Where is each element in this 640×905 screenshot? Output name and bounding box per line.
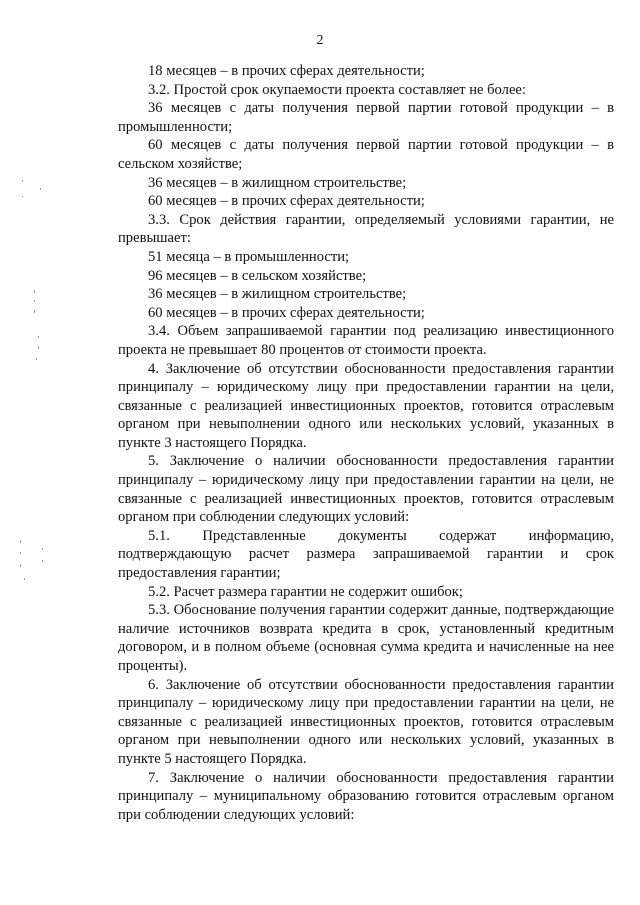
- paragraph: 4. Заключение об отсутствии обоснованности предоставления гарантии принципалу – юридическому лицу при предоставлении гарантии на цели, связанные с реализацией инвестиционных проектов, готовится отраслевым органом при невыполнении одного или нескольких условий, указанных в пункте 3 настоящего Порядка.: [118, 360, 614, 451]
- paragraph: 3.2. Простой срок окупаемости проекта составляет не более:: [148, 81, 526, 98]
- paragraph: 5. Заключение о наличии обоснованности предоставления гарантии принципалу – юридическому лицу при предоставлении гарантии на цели, не связанные с реализацией инвестиционных проектов, готовится отраслевым органом при соблюдении следующих условий:: [118, 453, 614, 526]
- paragraph: 5.3. Обоснование получения гарантии содержит данные, подтверждающие наличие источников возврата кредита в срок, установленный кредитным договором, и в полном объеме (основная сумма кредита и начисленные на нее проценты).: [118, 602, 614, 674]
- document-body: [118, 62, 614, 824]
- paragraph: 3.4. Объем запрашиваемой гарантии под реализацию инвестиционного проекта не превышает 80 процентов от стоимости проекта.: [118, 323, 614, 358]
- page-number: 2: [316, 33, 324, 48]
- paragraph: 60 месяцев с даты получения первой партии готовой продукции – в сельском хозяйстве;: [118, 137, 614, 172]
- paragraph: 6. Заключение об отсутствии обоснованности предоставления гарантии принципалу – юридическому лицу при предоставлении гарантии на цели, не связанные с реализацией инвестиционных проектов, готовится отраслевым органом при невыполнении одного или нескольких условий, указанных в пункте 5 настоящего Порядка.: [118, 676, 614, 767]
- paragraph: 5.2. Расчет размера гарантии не содержит ошибок;: [148, 583, 463, 600]
- paragraph: 60 месяцев – в прочих сферах деятельности;: [148, 304, 425, 321]
- paragraph: 3.3. Срок действия гарантии, определяемый условиями гарантии, не превышает:: [118, 211, 614, 247]
- paragraph: 5.1. Представленные документы содержат информацию, подтверждающую расчет размера запрашиваемой гарантии и срок предоставления гарантии;: [118, 527, 614, 582]
- paragraph: 96 месяцев – в сельском хозяйстве;: [148, 267, 367, 284]
- paragraph: 51 месяца – в промышленности;: [148, 248, 350, 265]
- paragraph: 7. Заключение о наличии обоснованности предоставления гарантии принципалу – муниципальному образованию готовится отраслевым органом при соблюдении следующих условий:: [118, 769, 614, 823]
- paragraph: 60 месяцев – в прочих сферах деятельности;: [148, 193, 425, 210]
- paragraph: 36 месяцев с даты получения первой партии готовой продукции – в промышленности;: [118, 100, 614, 135]
- paragraph: 36 месяцев – в жилищном строительстве;: [148, 286, 407, 303]
- paragraph: 36 месяцев – в жилищном строительстве;: [148, 174, 407, 191]
- paragraph: 18 месяцев – в прочих сферах деятельности;: [148, 63, 425, 79]
